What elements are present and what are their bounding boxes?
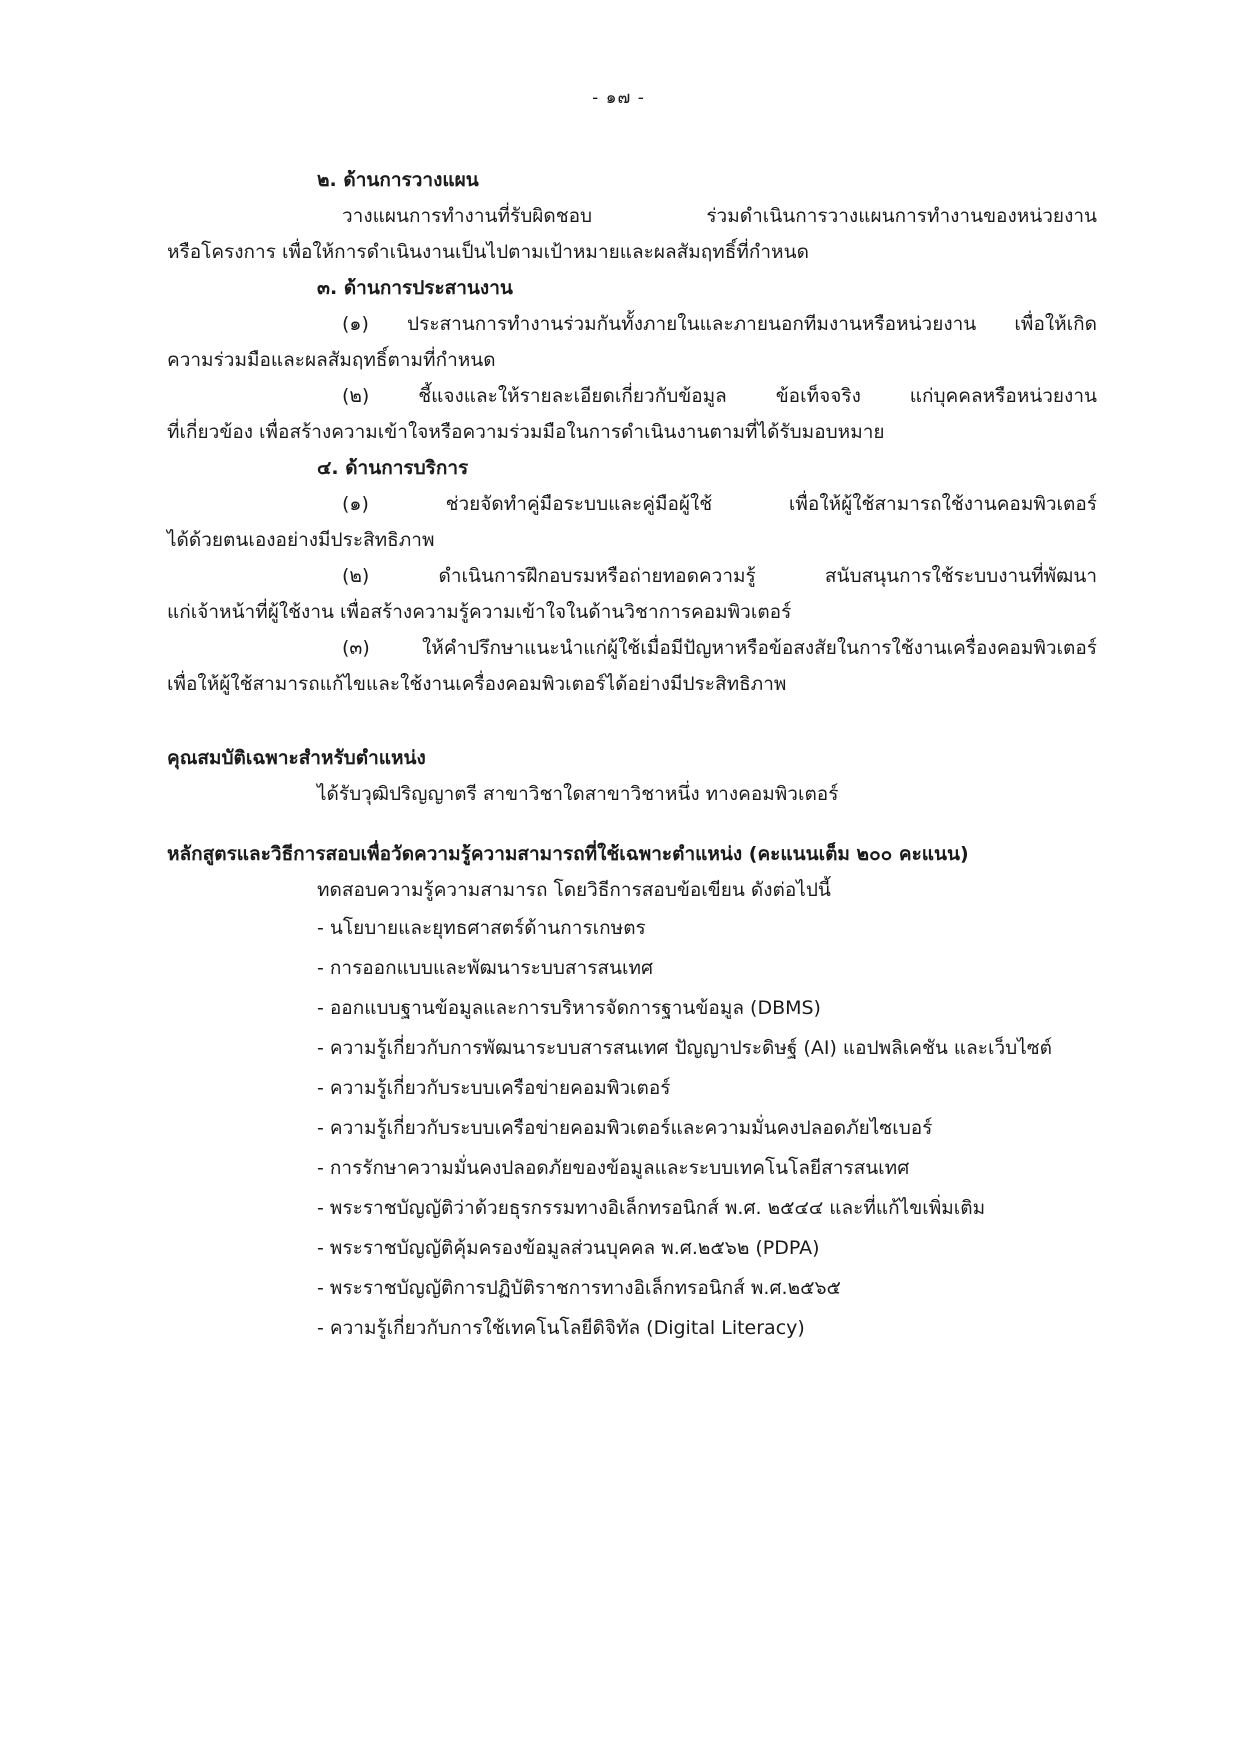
list-item: - พระราชบัญญัติคุ้มครองข้อมูลส่วนบุคคล พ.ศ.๒๕๖๒ (PDPA) [317, 1237, 820, 1259]
list-item: - พระราชบัญญัติว่าด้วยธุรกรรมทางอิเล็กทรอนิกส์ พ.ศ. ๒๕๔๔ และที่แก้ไขเพิ่มเติม [317, 1197, 986, 1219]
document-body [167, 162, 1097, 1348]
coordination-item-2-line-2: ที่เกี่ยวข้อง เพื่อสร้างความเข้าใจหรือความร่วมมือในการดำเนินงานตามที่ได้รับมอบหมาย [167, 421, 885, 443]
section-heading-qualification: คุณสมบัติเฉพาะสำหรับตำแหน่ง [167, 747, 426, 769]
list-item: - การรักษาความมั่นคงปลอดภัยของข้อมูลและระบบเทคโนโลยีสารสนเทศ [317, 1157, 910, 1179]
planning-paragraph-line-2: หรือโครงการ เพื่อให้การดำเนินงานเป็นไปตามเป้าหมายและผลสัมฤทธิ์ที่กำหนด [167, 241, 809, 263]
service-item-1-line-2: ได้ด้วยตนเองอย่างมีประสิทธิภาพ [167, 529, 435, 551]
coordination-item-1-line-1: (๑) ประสานการทำงานร่วมกันทั้งภายในและภายนอกทีมงานหรือหน่วยงาน เพื่อให้เกิด [342, 313, 1097, 335]
list-item: - พระราชบัญญัติการปฏิบัติราชการทางอิเล็กทรอนิกส์ พ.ศ.๒๕๖๕ [317, 1277, 841, 1299]
section-heading-exam: หลักสูตรและวิธีการสอบเพื่อวัดความรู้ความสามารถที่ใช้เฉพาะตำแหน่ง (คะแนนเต็ม ๒๐๐ คะแนน) [167, 843, 969, 865]
service-item-3-line-2: เพื่อให้ผู้ใช้สามารถแก้ไขและใช้งานเครื่องคอมพิวเตอร์ได้อย่างมีประสิทธิภาพ [167, 673, 787, 695]
exam-intro: ทดสอบความรู้ความสามารถ โดยวิธีการสอบข้อเขียน ดังต่อไปนี้ [317, 879, 831, 901]
list-item: - ออกแบบฐานข้อมูลและการบริหารจัดการฐานข้อมูล (DBMS) [317, 997, 821, 1019]
service-item-1-line-1: (๑) ช่วยจัดทำคู่มือระบบและคู่มือผู้ใช้ เพื่อให้ผู้ใช้สามารถใช้งานคอมพิวเตอร์ [342, 493, 1097, 515]
list-item: - การออกแบบและพัฒนาระบบสารสนเทศ [317, 957, 654, 979]
qualification-text: ได้รับวุฒิปริญญาตรี สาขาวิชาใดสาขาวิชาหนึ่ง ทางคอมพิวเตอร์ [317, 783, 839, 805]
planning-paragraph-line-1: วางแผนการทำงานที่รับผิดชอบ ร่วมดำเนินการวางแผนการทำงานของหน่วยงาน [342, 205, 1097, 227]
service-item-3-line-1: (๓) ให้คำปรึกษาแนะนำแก่ผู้ใช้เมื่อมีปัญหาหรือข้อสงสัยในการใช้งานเครื่องคอมพิวเตอร์ [342, 637, 1097, 659]
section-heading-service: ๔. ด้านการบริการ [317, 457, 469, 479]
service-item-2-line-1: (๒) ดำเนินการฝึกอบรมหรือถ่ายทอดความรู้ สนับสนุนการใช้ระบบงานที่พัฒนา [342, 565, 1097, 587]
exam-topic-list [167, 908, 1097, 1348]
service-item-2-line-2: แก่เจ้าหน้าที่ผู้ใช้งาน เพื่อสร้างความรู้ความเข้าใจในด้านวิชาการคอมพิวเตอร์ [167, 601, 792, 623]
section-heading-planning: ๒. ด้านการวางแผน [317, 169, 479, 191]
list-item: - ความรู้เกี่ยวกับการพัฒนาระบบสารสนเทศ ปัญญาประดิษฐ์ (AI) แอปพลิเคชัน และเว็บไซต์ [317, 1037, 1053, 1059]
coordination-item-1-line-2: ความร่วมมือและผลสัมฤทธิ์ตามที่กำหนด [167, 349, 496, 371]
section-heading-coordination: ๓. ด้านการประสานงาน [317, 277, 513, 299]
list-item: - นโยบายและยุทธศาสตร์ด้านการเกษตร [317, 917, 646, 939]
page-number: - ๑๗ - [592, 88, 645, 108]
coordination-item-2-line-1: (๒) ชี้แจงและให้รายละเอียดเกี่ยวกับข้อมูล ข้อเท็จจริง แก่บุคคลหรือหน่วยงาน [342, 385, 1097, 407]
list-item: - ความรู้เกี่ยวกับระบบเครือข่ายคอมพิวเตอร์ [317, 1077, 671, 1099]
list-item: - ความรู้เกี่ยวกับระบบเครือข่ายคอมพิวเตอร์และความมั่นคงปลอดภัยไซเบอร์ [317, 1117, 933, 1139]
list-item: - ความรู้เกี่ยวกับการใช้เทคโนโลยีดิจิทัล (Digital Literacy) [317, 1317, 805, 1339]
